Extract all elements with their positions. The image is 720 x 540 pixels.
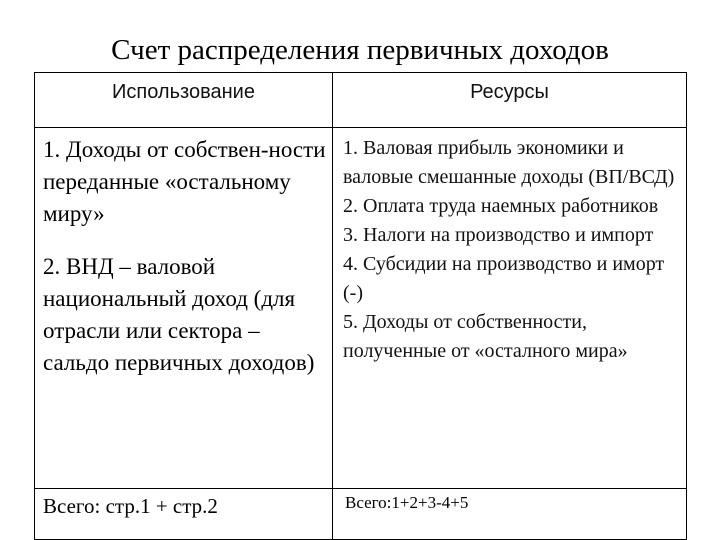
resources-item: 4. Субсидии на производство и иморт (-)	[343, 253, 665, 304]
usage-cell	[35, 128, 333, 489]
items-row	[35, 128, 687, 489]
resources-item: 3. Налоги на производство и импорт	[343, 224, 654, 246]
totals-row	[35, 489, 687, 540]
usage-item: 1. Доходы от собствен-ности переданные «остальному миру»	[43, 137, 326, 226]
usage-list	[35, 128, 332, 379]
page-title: Счет распределения первичных доходов	[111, 34, 609, 66]
resources-item: 2. Оплата труда наемных работников	[343, 195, 659, 217]
usage-total: Всего: стр.1 + стр.2	[43, 494, 218, 518]
usage-total-cell	[35, 489, 333, 540]
resources-total-cell	[333, 489, 687, 540]
header-row	[35, 73, 687, 128]
header-cell-resources	[333, 73, 687, 128]
resources-cell	[333, 128, 687, 489]
resources-list	[333, 128, 686, 366]
resources-total: Всего:1+2+3-4+5	[345, 493, 469, 512]
resources-item: 1. Валовая прибыль экономики и валовые смешанные доходы (ВП/ВСД)	[343, 137, 675, 188]
usage-header: Использование	[112, 81, 255, 103]
resources-header: Ресурсы	[470, 81, 549, 103]
resources-item: 5. Доходы от собственности, полученные от «осталного мира»	[343, 311, 628, 362]
account-table	[34, 72, 687, 540]
usage-item: 2. ВНД – валовой национальный доход (для отрасли или сектора – сальдо первичных доходов)	[43, 254, 315, 375]
header-cell-usage	[35, 73, 333, 128]
